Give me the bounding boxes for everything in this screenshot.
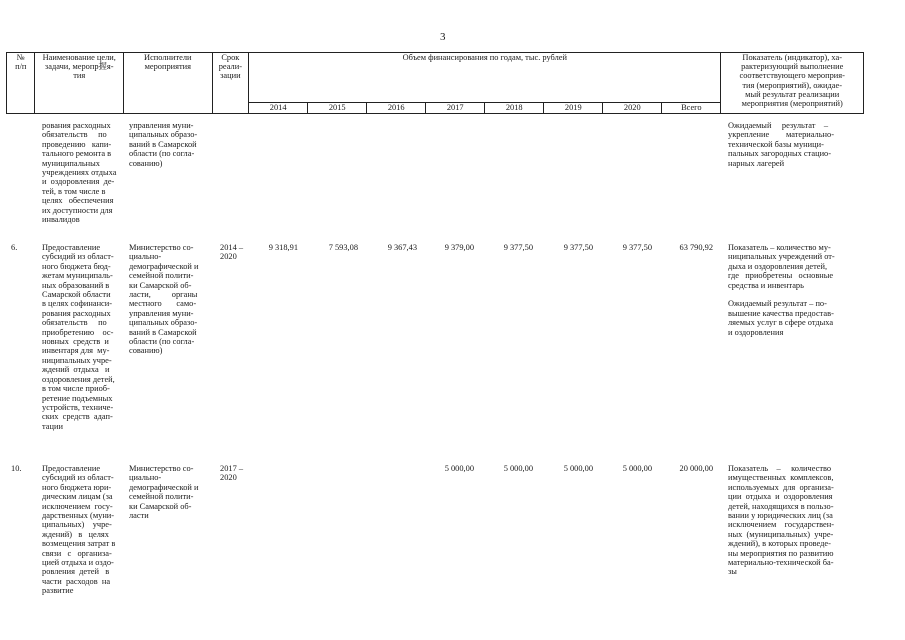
row-amount-2016: 9 367,43 (387, 243, 417, 252)
row-amount-total: 20 000,00 (679, 464, 713, 473)
row-executors: Министерство со- циально- демографической и семейной полити- ки Самарской об- ласти (129, 464, 199, 521)
row-amount-2020: 9 377,50 (622, 243, 652, 252)
row-amount-2018: 5 000,00 (503, 464, 533, 473)
row-name: Предоставление субсидий из област- ного бюджета юри- дическим лицам (за исключением госу- дарственных (муни- ципальных) учре- ждений) в целях возмещения затрат в связи с организа- цией отдыха и оздо- ровления детей в части расходов на развитие (42, 464, 116, 596)
row-number: 10. (11, 464, 22, 473)
row-amount-2014: 9 318,91 (268, 243, 298, 252)
row-number: 6. (11, 243, 18, 252)
header-year: 2014 (249, 103, 308, 114)
row-term: 2017 – 2020 (220, 464, 244, 483)
table-header (6, 52, 864, 114)
row-term: 2014 – 2020 (220, 243, 244, 262)
header-year: 2020 (603, 103, 662, 114)
row-amount-total: 63 790,92 (679, 243, 713, 252)
row-amount-2019: 9 377,50 (563, 243, 593, 252)
row-indicator: Показатель – количество му- ниципальных учреждений от- дыха и оздоровления детей, где приобретены основные средства и инвентарь Ожидаемый результат – по- вышение качества предостав- ляемых услуг в сфере отдыха и оздоровления (728, 243, 835, 337)
row-executors: управления муни- ципальных образо- ваний в Самарской области (по согла- сованию) (129, 121, 198, 168)
row-amount-2017: 5 000,00 (444, 464, 474, 473)
header-indicator: Показатель (индикатор), ха- рактеризующий выполнение соответствующего мероприя- тия (мероприятий), ожидае- мый результат реализации мероприятия (мероприятий) (721, 53, 864, 114)
row-indicator: Показатель – количество имущественных комплексов, используемых для организа- ции отдыха и оздоровления детей, находящихся в пользо- вании у юридических лиц (за исключением государствен- ных (муниципальных) учре- ждений), в которых проведе- ны мероприятия по развитию материально-технической ба- зы (728, 464, 834, 577)
row-amount-2015: 7 593,08 (328, 243, 358, 252)
header-term: Срок реали- зации (212, 53, 249, 114)
row-name: рования расходных обязательств по проведению капи- тального ремонта в муниципальных учреждениях отдыха и оздоровления де- тей, в том числе в целях обеспечения их доступности для инвалидов (42, 121, 117, 225)
header-name: Наименование цели, задачи, меропр握я- тия (35, 53, 124, 114)
header-year: 2019 (544, 103, 603, 114)
page-number: 3 (440, 31, 446, 43)
row-amount-2018: 9 377,50 (503, 243, 533, 252)
row-executors: Министерство со- циально- демографической и семейной полити- ки Самарской об- ласти, органы местного само- управления муни- ципальных образо- ваний в Самарской области (по согла- сованию) (129, 243, 199, 356)
row-amount-2017: 9 379,00 (444, 243, 474, 252)
header-year: 2016 (367, 103, 426, 114)
row-name: Предоставление субсидий из област- ного бюджета бюд- жетам муниципаль- ных образований в Самарской области в целях софинанси- рования расходных обязательств по приобретению ос- новных средств и инвентаря для му- ниципальных учре- ждений отдыха и оздоровления детей, в том числе приоб- ретение подъемных устройств, техниче- ских средств адап- тации (42, 243, 115, 431)
header-total: Всего (662, 103, 721, 114)
header-year: 2015 (308, 103, 367, 114)
row-amount-2019: 5 000,00 (563, 464, 593, 473)
header-year: 2018 (485, 103, 544, 114)
header-funding: Объем финансирования по годам, тыс. рублей (249, 53, 721, 103)
row-indicator: Ожидаемый результат – укрепление материально- технической базы муници- пальных загородных стацио- нарных лагерей (728, 121, 835, 168)
header-num: № п/п (7, 53, 35, 114)
header-year: 2017 (426, 103, 485, 114)
row-amount-2020: 5 000,00 (622, 464, 652, 473)
header-executors: Исполнители мероприятия (124, 53, 213, 114)
